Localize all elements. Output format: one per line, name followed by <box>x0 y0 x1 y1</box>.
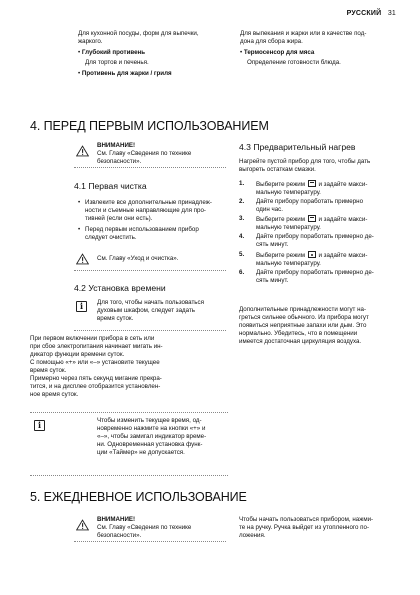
warning-block <box>97 516 227 540</box>
divider <box>74 330 226 331</box>
step-item: 3. Выберите режим и задайте макси- мальную температуру. <box>239 215 368 232</box>
accessory-item-grill-tray: • Противень для жарки / гриля <box>78 70 172 78</box>
preheat-intro: Нагрейте пустой прибор для того, чтобы дать выгореть остаткам смазки. <box>239 158 371 174</box>
grill-icon <box>308 215 316 222</box>
accessory-title: Противень для жарки / гриля <box>81 70 172 78</box>
warning-text: безопасности». <box>97 158 142 166</box>
first-clean-list <box>78 199 228 245</box>
divider <box>74 167 226 168</box>
step-item: 2. Дайте прибору поработать примерно один час. <box>239 198 364 214</box>
warning-text: См. Главу «Сведения по технике <box>97 524 192 532</box>
list-item: • Извлеките все дополнительные принадлеж- ности и съемные направляющие для про- тивней (если они есть). <box>78 199 228 223</box>
top-right-line2: дона для сбора жира. <box>240 38 303 46</box>
fan-heat-icon <box>308 251 316 258</box>
accessory-title: Термосенсор для мяса <box>243 49 315 57</box>
divider <box>30 475 228 476</box>
conventional-heat-icon <box>308 180 316 187</box>
section-5-title: 5. ЕЖЕДНЕВНОЕ ИСПОЛЬЗОВАНИЕ <box>30 490 247 504</box>
info-icon: i <box>76 301 87 312</box>
subsection-4-3-title: 4.3 Предварительный нагрев <box>239 142 356 152</box>
warning-icon <box>76 253 89 268</box>
warning-icon <box>76 145 89 160</box>
info-block: Чтобы изменить текущее время, од- новременно нажмите на кнопки «+» и «–», чтобы замигал индикатор време- ни. Одновременная установка функ- ции «Таймер» не допускается. <box>97 417 207 457</box>
accessory-desc: Определение готовности блюда. <box>247 59 341 67</box>
page-number: 31 <box>387 10 396 17</box>
warning-title: ВНИМАНИЕ! <box>97 516 136 523</box>
accessory-item-meat-probe: • Термосенсор для мяса <box>240 49 315 57</box>
top-right-block <box>240 30 400 67</box>
warning-text: См. Главу «Сведения по технике <box>97 150 192 158</box>
divider <box>30 412 228 413</box>
list-item: • Перед первым использованием прибор следует очистить. <box>78 226 228 242</box>
step-item: 1. Выберите режим и задайте макси- мальную температуру. <box>239 180 368 197</box>
top-left-line1: Для кухонной посуды, форм для выпечки, <box>78 30 199 37</box>
step-item: 4. Дайте прибору поработать примерно де- сять минут. <box>239 233 374 249</box>
preheat-outro: Дополнительные принадлежности могут на- греться сильнее обычного. Из прибора могут появиться неприятные запахи или дым. Это нормально. Убедитесь, что в помещении имеется достаточная циркуляция воздуха. <box>239 306 369 346</box>
top-left-block <box>78 30 228 78</box>
step-item: 5. Выберите режим и задайте макси- мальную температуру. <box>239 250 368 267</box>
accessory-item-deep-tray: • Глубокий противень <box>78 49 146 57</box>
info-icon: i <box>34 420 45 431</box>
divider <box>74 270 226 271</box>
top-left-line2: жаркого. <box>78 38 103 46</box>
warning-icon <box>76 519 89 534</box>
preheat-steps <box>239 180 401 286</box>
top-right-line1: Для выпекания и жарки или в качестве под- <box>240 30 367 37</box>
warning-title: ВНИМАНИЕ! <box>97 142 136 149</box>
care-note: См. Главу «Уход и очистка». <box>97 255 179 262</box>
accessory-desc: Для тортов и печенья. <box>85 59 149 67</box>
warning-block <box>97 142 227 166</box>
time-setting-paragraphs: При первом включении прибора в сеть или при сбое электропитания начинает мигать ин- дикатор функции времени суток. С помощью «+» или «–» установите текущее время суток. Примерно через пять секунд мигание прекра- тится, и на дисплее отобразится установлен- ное время суток. <box>30 335 163 399</box>
info-block: Для того, чтобы начать пользоваться духовым шкафом, следует задать время суток. <box>97 299 204 323</box>
subsection-4-1-title: 4.1 Первая чистка <box>74 181 147 191</box>
accessory-title: Глубокий противень <box>81 49 146 57</box>
warning-text: безопасности». <box>97 532 142 540</box>
divider <box>74 541 226 542</box>
header-language: РУССКИЙ <box>346 10 382 17</box>
section-4-title: 4. ПЕРЕД ПЕРВЫМ ИСПОЛЬЗОВАНИЕМ <box>30 119 269 133</box>
daily-use-text: Чтобы начать пользоваться прибором, нажми- те на ручку. Ручка выйдет из утопленного по- ложения. <box>239 516 374 540</box>
page-header <box>347 9 396 18</box>
subsection-4-2-title: 4.2 Установка времени <box>74 283 166 293</box>
step-item: 6. Дайте прибору поработать примерно де- сять минут. <box>239 268 374 284</box>
